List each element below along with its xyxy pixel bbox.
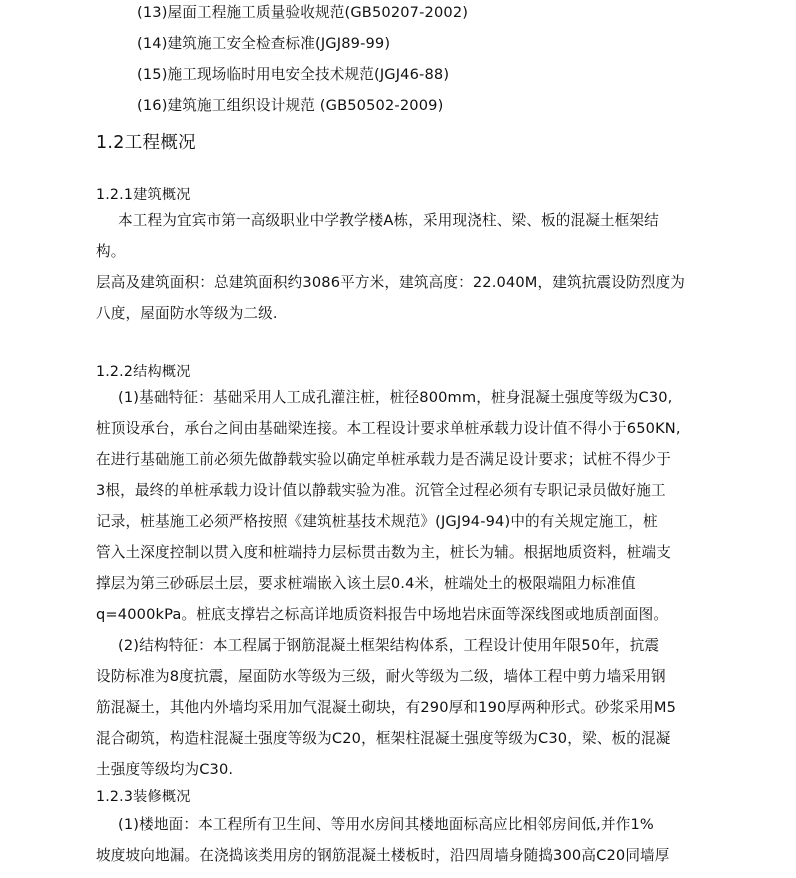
paragraph-line: (2)结构特征：本工程属于钢筋混凝土框架结构体系，工程设计使用年限50年，抗震 — [118, 637, 660, 654]
paragraph-line: 八度，屋面防水等级为二级. — [96, 305, 278, 322]
paragraph-line: 坡度坡向地漏。在浇捣该类用房的钢筋混凝土楼板时，沿四周墙身随捣300高C20同墙厚 — [96, 847, 670, 864]
section-heading-1-2-2: 1.2.2结构概况 — [96, 364, 191, 380]
section-heading-1-2-1: 1.2.1建筑概况 — [96, 187, 191, 203]
paragraph-line: 混合砌筑，构造柱混凝土强度等级为C20，框架柱混凝土强度等级为C30，梁、板的混凝 — [96, 730, 671, 747]
paragraph-line: (1)楼地面：本工程所有卫生间、等用水房间其楼地面标高应比相邻房间低,并作1% — [118, 816, 654, 833]
paragraph-line: q=4000kPa。桩底支撑岩之标高详地质资料报告中场地岩床面等深线图或地质剖面图。 — [96, 606, 669, 623]
paragraph-line: 3根，最终的单桩承载力设计值以静载实验为准。沉管全过程必须有专职记录员做好施工 — [96, 482, 666, 499]
standard-item-14: (14)建筑施工安全检查标准(JGJ89-99) — [137, 35, 391, 52]
paragraph-line: 记录，桩基施工必须严格按照《建筑桩基技术规范》(JGJ94-94)中的有关规定施工，桩 — [96, 513, 658, 530]
section-heading-1-2: 1.2工程概况 — [96, 133, 196, 153]
standard-item-15: (15)施工现场临时用电安全技术规范(JGJ46-88) — [137, 66, 450, 83]
paragraph-line: (1)基础特征：基础采用人工成孔灌注桩，桩径800mm，桩身混凝土强度等级为C30, — [118, 389, 673, 406]
paragraph-line: 层高及建筑面积：总建筑面积约3086平方米，建筑高度：22.040M，建筑抗震设防烈度为 — [96, 274, 685, 291]
paragraph-line: 构。 — [96, 243, 126, 260]
paragraph-line: 桩顶设承台，承台之间由基础梁连接。本工程设计要求单桩承载力设计值不得小于650KN, — [96, 420, 681, 437]
paragraph-line: 本工程为宜宾市第一高级职业中学教学楼A栋，采用现浇柱、梁、板的混凝土框架结 — [118, 212, 659, 229]
paragraph-line: 土强度等级均为C30. — [96, 761, 234, 778]
paragraph-line: 设防标准为8度抗震，屋面防水等级为三级，耐火等级为二级，墙体工程中剪力墙采用钢 — [96, 668, 666, 685]
paragraph-line: 筋混凝土，其他内外墙均采用加气混凝土砌块，有290厚和190厚两种形式。砂浆采用M5 — [96, 699, 677, 716]
paragraph-line: 在进行基础施工前必须先做静载实验以确定单桩承载力是否满足设计要求；试桩不得少于 — [96, 451, 672, 468]
section-heading-1-2-3: 1.2.3装修概况 — [96, 789, 191, 805]
paragraph-line: 管入土深度控制以贯入度和桩端持力层标贯击数为主，桩长为辅。根据地质资料，桩端支 — [96, 544, 672, 561]
standard-item-16: (16)建筑施工组织设计规范 (GB50502-2009) — [137, 97, 444, 114]
paragraph-line: 撑层为第三砂砾层土层，要求桩端嵌入该土层0.4米，桩端处土的极限端阻力标准值 — [96, 575, 636, 592]
standard-item-13: (13)屋面工程施工质量验收规范(GB50207-2002) — [137, 4, 469, 21]
page-bottom-edge — [0, 872, 796, 878]
